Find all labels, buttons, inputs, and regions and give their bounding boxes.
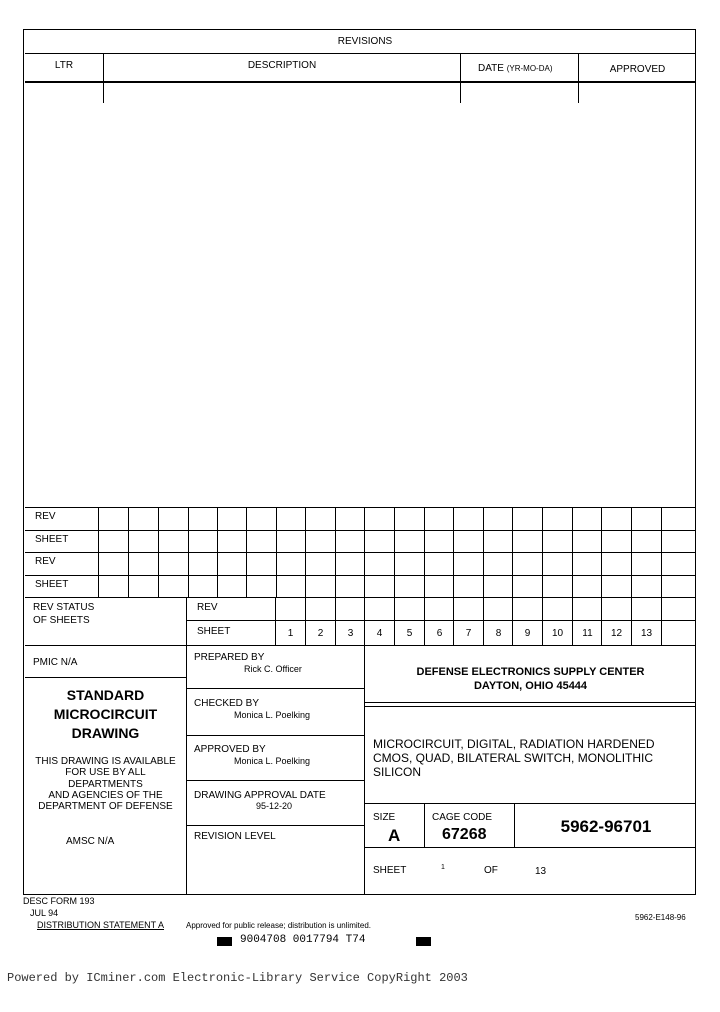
rev-status-label-1: REV STATUS <box>33 602 95 613</box>
avail-line-2: FOR USE BY ALL <box>65 767 146 778</box>
col-date <box>478 64 553 74</box>
total-sheets: 13 <box>535 866 547 877</box>
agency-line-2: DAYTON, OHIO 45444 <box>473 680 588 692</box>
status-sheet-number: 8 <box>495 628 502 639</box>
status-rev-label: REV <box>197 602 218 613</box>
distribution-text: Approved for public release; distribution is unlimited. <box>186 921 371 930</box>
lower-top-line <box>25 645 695 646</box>
smd-title-2: MICROCIRCUIT <box>53 706 158 722</box>
status-sheet-number: 1 <box>287 628 294 639</box>
revisions-divider <box>25 53 695 54</box>
approved-bottom <box>186 780 364 781</box>
cage-label: CAGE CODE <box>432 812 493 823</box>
col-approved: APPROVED <box>609 64 666 75</box>
col-ltr: LTR <box>54 60 74 71</box>
agency-bottom-2 <box>364 706 695 707</box>
status-sheet-number: 9 <box>524 628 531 639</box>
approval-date-bottom <box>186 825 364 826</box>
form-line-2: JUL 94 <box>30 908 59 918</box>
status-sheet-number: 11 <box>582 628 593 639</box>
cage-value: 67268 <box>442 826 487 843</box>
barcode-text: 9004708 0017794 T74 <box>240 934 366 946</box>
form-line-1: DESC FORM 193 <box>23 896 95 906</box>
pmic-bottom <box>25 677 186 678</box>
pmic-label: PMIC N/A <box>33 657 78 668</box>
approved-label: APPROVED BY <box>194 744 266 755</box>
avail-line-4: AND AGENCIES OF THE <box>48 790 163 801</box>
distribution-label: DISTRIBUTION STATEMENT A <box>37 920 165 930</box>
agency-line-1: DEFENSE ELECTRONICS SUPPLY CENTER <box>416 666 645 678</box>
revisions-title: REVISIONS <box>337 36 393 47</box>
ltr-col-line <box>103 53 104 103</box>
col-description: DESCRIPTION <box>247 60 317 71</box>
title-line-1: MICROCIRCUIT, DIGITAL, RADIATION HARDENED <box>373 737 655 751</box>
agency-bottom <box>364 702 695 703</box>
size-right <box>424 803 425 847</box>
grid-row-label-sheet-2: SHEET <box>35 579 69 590</box>
barcode-mark-right <box>416 937 431 946</box>
grid-row-label-rev-2: REV <box>35 556 56 567</box>
prepared-label: PREPARED BY <box>194 652 265 663</box>
title-line-3: SILICON <box>373 765 422 779</box>
desc-col-line <box>460 53 461 103</box>
status-mid-line <box>186 620 695 621</box>
status-sheet-number: 10 <box>551 628 564 639</box>
approval-date: 95-12-20 <box>256 801 293 811</box>
of-label: OF <box>484 865 498 876</box>
status-sheet-label: SHEET <box>197 626 231 637</box>
status-sheet-number: 6 <box>436 628 443 639</box>
status-top-line <box>25 597 695 598</box>
grid-top-line <box>25 507 695 508</box>
drawing-number: 5962-96701 <box>560 817 652 836</box>
rev-status-label-2: OF SHEETS <box>33 615 90 626</box>
size-label: SIZE <box>373 812 396 823</box>
powered-by: Powered by ICminer.com Electronic-Library Service CopyRight 2003 <box>7 971 468 985</box>
left-block-right <box>186 645 187 895</box>
checked-name: Monica L. Poelking <box>234 710 311 720</box>
status-sheet-number: 3 <box>347 628 354 639</box>
avail-line-3: DEPARTMENTS <box>68 779 143 790</box>
col-date-format: (YR-MO-DA) <box>506 64 553 73</box>
avail-line-5: DEPARTMENT OF DEFENSE <box>38 801 173 812</box>
status-sheet-number: 5 <box>406 628 413 639</box>
prepared-name: Rick C. Officer <box>244 664 302 674</box>
status-sheet-number: 2 <box>317 628 324 639</box>
sheet-label: SHEET <box>373 865 407 876</box>
date-col-line <box>578 53 579 103</box>
prepared-bottom <box>186 688 364 689</box>
avail-line-1: THIS DRAWING IS AVAILABLE <box>35 756 176 767</box>
cage-right <box>514 803 515 847</box>
status-sheet-number: 7 <box>465 628 472 639</box>
grid-row-label-sheet-1: SHEET <box>35 534 69 545</box>
checked-bottom <box>186 735 364 736</box>
approval-date-label: DRAWING APPROVAL DATE <box>194 790 326 801</box>
smd-title-1: STANDARD <box>66 687 145 703</box>
status-left-divider <box>186 597 187 645</box>
smd-title-3: DRAWING <box>71 725 140 741</box>
barcode-mark-left <box>217 937 232 946</box>
revisions-header-bottom <box>25 81 695 83</box>
status-sheet-number: 13 <box>640 628 653 639</box>
status-sheet-number: 4 <box>376 628 383 639</box>
title-line-2: CMOS, QUAD, BILATERAL SWITCH, MONOLITHIC <box>373 751 654 765</box>
revision-level-label: REVISION LEVEL <box>194 831 276 842</box>
sign-block-right <box>364 645 365 895</box>
size-value: A <box>388 826 401 845</box>
checked-label: CHECKED BY <box>194 698 260 709</box>
approved-name: Monica L. Poelking <box>234 756 311 766</box>
id-bottom <box>364 847 695 848</box>
status-sheet-number: 12 <box>610 628 623 639</box>
form-number: 5962-E148-96 <box>635 913 686 922</box>
amsc-label: AMSC N/A <box>66 836 115 847</box>
sheet-value: 1 <box>441 864 445 871</box>
grid-row-label-rev-1: REV <box>35 511 56 522</box>
col-date-label: DATE <box>478 63 504 74</box>
title-bottom <box>364 803 695 804</box>
